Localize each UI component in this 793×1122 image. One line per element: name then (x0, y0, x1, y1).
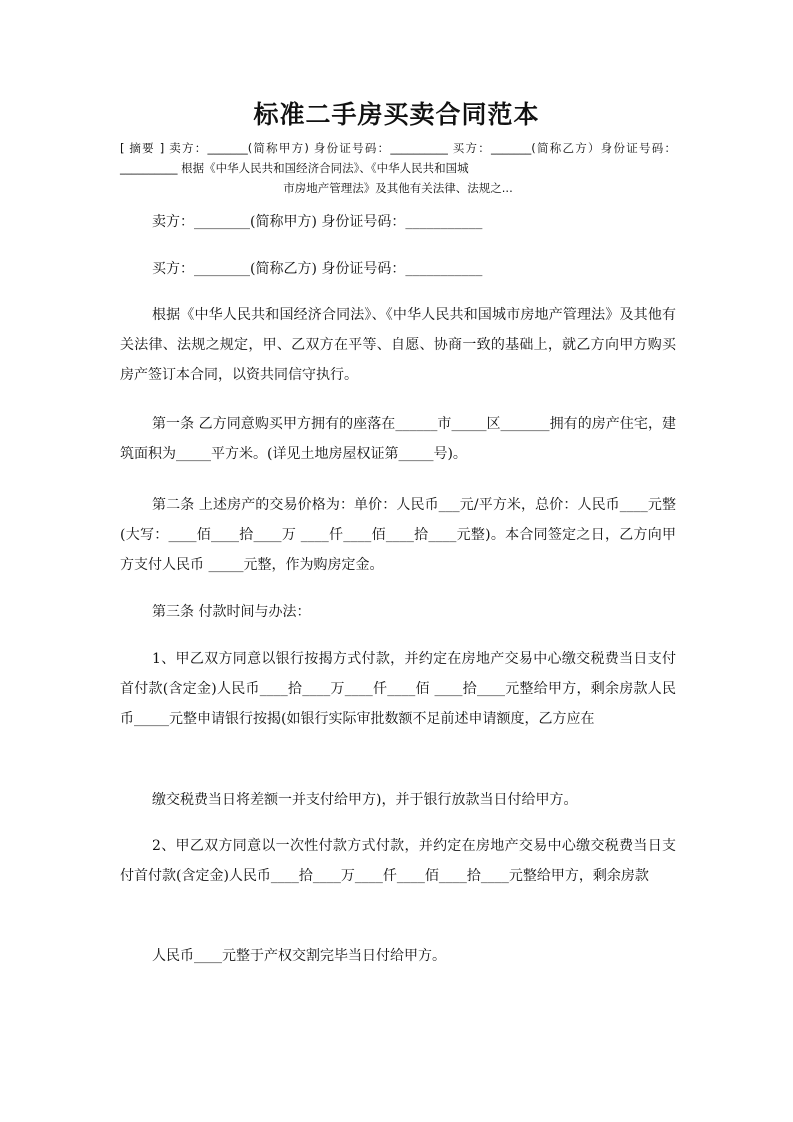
article-3-title: 第三条 付款时间与办法： (152, 604, 311, 620)
article-1: 第一条 乙方同意购买甲方拥有的座落在______市_____区_______拥有的房产住宅，建筑面积为_____平方米。(详见土地房屋权证第_____号)。 (120, 416, 676, 462)
article-2: 第二条 上述房产的交易价格为：单价：人民币___元/平方米，总价：人民币____元整(大写：____佰____拾____万 ____仟____佰____拾____元整)。本合同签定之日，乙方向甲方支付人民币 _____元整，作为购房定金。 (120, 497, 676, 573)
payment-item-1-continued: 缴交税费当日将差额一并支付给甲方)，并于银行放款当日付给甲方。 (152, 792, 578, 808)
seller-line: 卖方：________(简称甲方) 身份证号码：___________ (152, 214, 483, 230)
abstract-last-line: 市房地产管理法》及其他有关法律、法规之... (283, 181, 513, 195)
abstract-block (120, 138, 676, 198)
payment-item-2-continued: 人民币____元整于产权交割完毕当日付给甲方。 (152, 948, 446, 964)
document-title: 标准二手房买卖合同范本 (253, 100, 540, 129)
payment-item-1: 1、甲乙双方同意以银行按揭方式付款，并约定在房地产交易中心缴交税费当日支付首付款(含定金)人民币____拾____万____仟____佰 ____拾____元整给甲方，剩余房款人民币_____元整申请银行按揭(如银行实际审批数额不足前述申请额度，乙方应在 (120, 651, 676, 727)
preamble-paragraph: 根据《中华人民共和国经济合同法》、《中华人民共和国城市房地产管理法》及其他有关法律、法规之规定，甲、乙双方在平等、自愿、协商一致的基础上，就乙方向甲方购买房产签订本合同，以资共同信守执行。 (120, 307, 676, 383)
payment-item-2: 2、甲乙双方同意以一次性付款方式付款，并约定在房地产交易中心缴交税费当日支付首付款(含定金)人民币____拾____万____仟____佰____拾____元整给甲方，剩余房款 (120, 838, 676, 884)
buyer-line: 买方：________(简称乙方) 身份证号码：___________ (152, 261, 483, 277)
abstract-text: [ 摘要 ] 卖方：_______(简称甲方) 身份证号码：__________ 买方：_______(简称乙方）身份证号码：__________ 根据《中华人民共和国经济合同法》、《中华人民共和国城 (120, 141, 676, 175)
